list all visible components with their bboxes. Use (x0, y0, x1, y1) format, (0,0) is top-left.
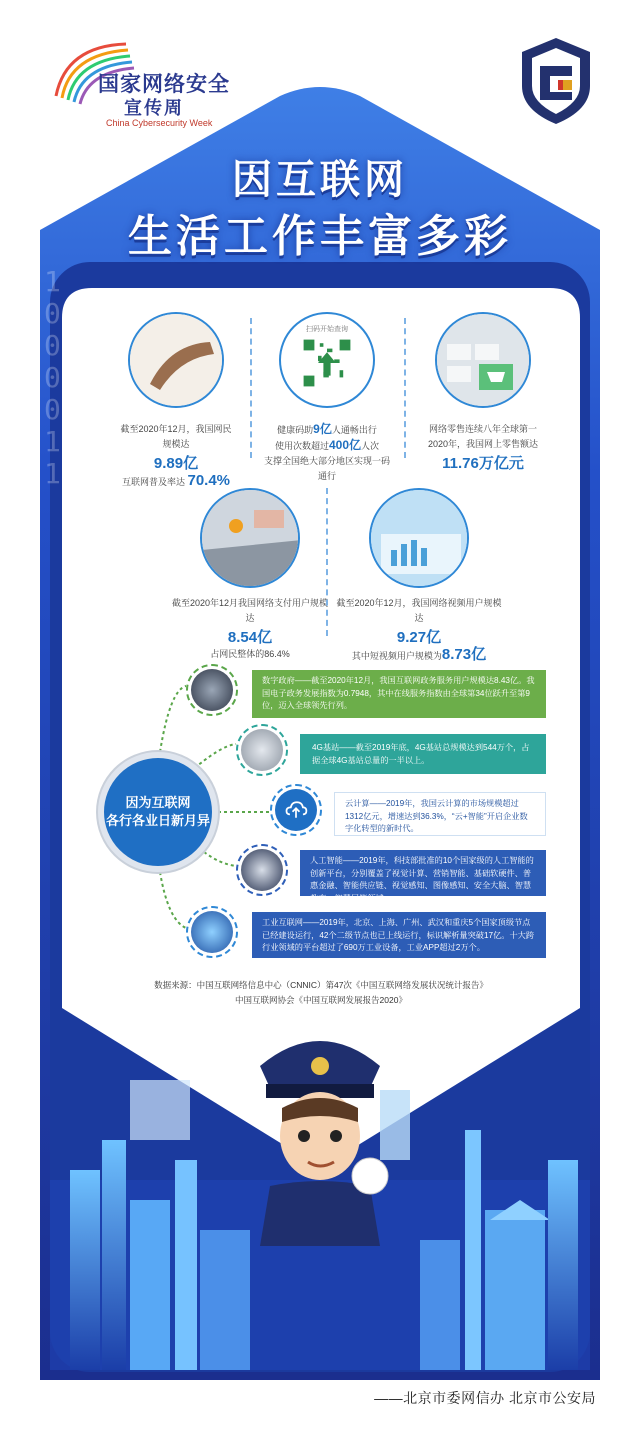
logo-english: China Cybersecurity Week (106, 118, 213, 128)
branch-4g-base-station: 4G基站——截至2019年底，4G基站总规模达到544万个，占据全球4G基站总量的一半以上。 (300, 734, 546, 774)
police-cartoon-illustration (230, 1026, 410, 1246)
branch-cloud-computing: 云计算——2019年，我国云计算的市场规模超过1312亿元，增速达到36.3%，“云+智能”开启企业数字化转型的新时代。 (334, 792, 546, 836)
data-source: 数据来源：中国互联网络信息中心（CNNIC）第47次《中国互联网络发展状况统计报告》 中国互联网协会《中国互联网发展报告2020》 (154, 980, 488, 1005)
stat-value: 9.89亿 (153, 455, 199, 472)
branch-industrial-internet: 工业互联网——2019年，北京、上海、广州、武汉和重庆5个国家顶级节点已经建设运行，42个二级节点也已上线运行，标识解析量突破17亿。十大跨行业领域的平台超过了690万工业设备，工业APP超过2万个。 (252, 912, 546, 958)
stat-online-video: 截至2020年12月，我国网络视频用户规模达 9.27亿 其中短视频用户规模为8.73亿 (334, 488, 504, 664)
branch-digital-government: 数字政府——截至2020年12月，我国互联网政务服务用户规模达8.43亿。我国电子政务发展指数为0.7948，其中在线服务指数由全球第34位跃升至第9位，迈入全球领先行列。 (252, 670, 546, 718)
binary-decoration: 1 0 0 0 0 1 1 (44, 265, 61, 490)
logo-subtitle: 宣传周 (124, 98, 184, 118)
main-title-line1: 因互联网 (232, 158, 408, 202)
stat-online-retail: 网络零售连续八年全球第一 2020年，我国网上零售额达 11.76万亿元 (418, 312, 548, 473)
stat-value: 9亿 (313, 422, 332, 436)
digital-government-icon (186, 664, 238, 716)
cloud-upload-icon (270, 784, 322, 836)
stat-online-payment: 截至2020年12月我国网络支付用户规模达 8.54亿 占网民整体的86.4% (170, 488, 330, 662)
branch-artificial-intelligence: 人工智能——2019年，科技部批准的10个国家级的人工智能的创新平台，分别覆盖了视觉计算、营销智能、基础软硬件、普惠金融、智能供应链、视觉感知、图像感知、安全大脑、智慧教育、智慧居等领域。 (300, 850, 546, 896)
mindmap-hub: 因为互联网 各行各业日新月异 (98, 752, 218, 872)
stat-value: 11.76万亿元 (442, 455, 524, 472)
stat-netizens: 截至2020年12月，我国网民规模达 9.89亿 互联网普及率达 70.4% (116, 312, 236, 490)
stat-value: 8.73亿 (441, 646, 487, 663)
stat-value: 8.54亿 (227, 629, 273, 646)
footer-publisher: ——北京市委网信办 北京市公安局 (374, 1390, 596, 1406)
logo-title: 国家网络安全 (98, 73, 230, 96)
ai-robot-icon (236, 844, 288, 896)
main-title-line2: 生活工作丰富多彩 (128, 212, 512, 261)
4g-base-station-icon (236, 724, 288, 776)
qr-code-image: 扫码开始查询 (279, 312, 375, 408)
stat-value: 70.4% (187, 472, 231, 489)
industrial-internet-icon (186, 906, 238, 958)
stat-health-code: 扫码开始查询 健康码助9亿人通畅出行 使用次数超过400亿人次 支撑全国绝大部分地区实现一码通行 (262, 312, 392, 484)
stat-value: 400亿 (328, 438, 362, 452)
stat-value: 9.27亿 (396, 629, 442, 646)
